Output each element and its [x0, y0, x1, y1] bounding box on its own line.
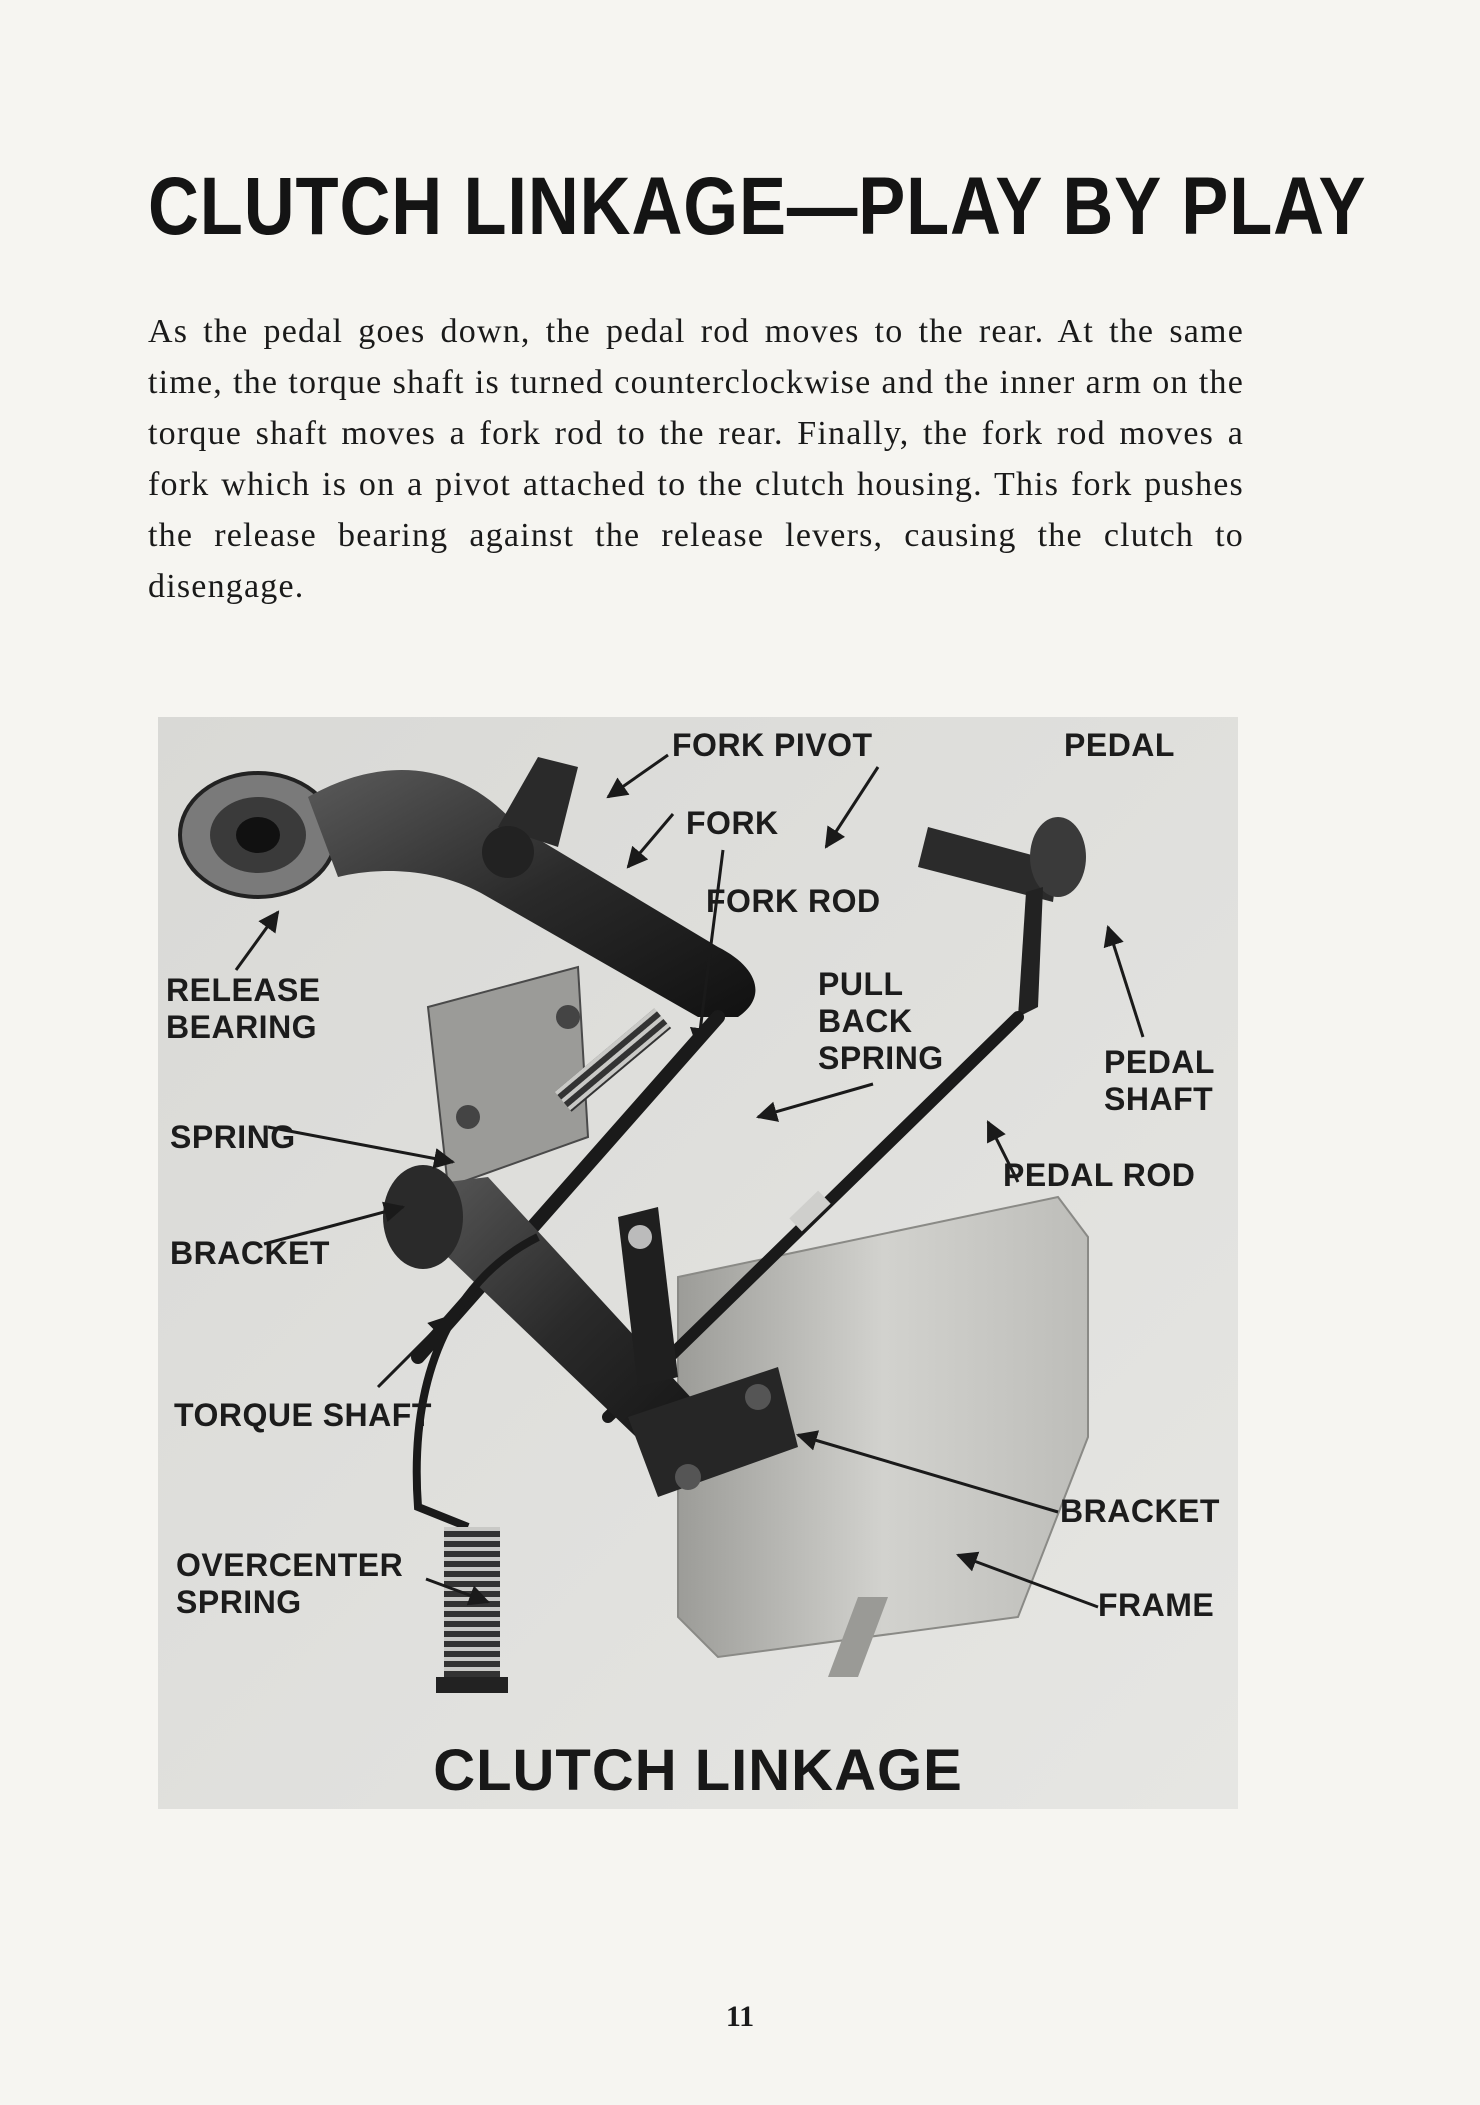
label-torque-shaft: TORQUE SHAFT	[174, 1397, 432, 1433]
overcenter-spring	[444, 1527, 500, 1687]
label-frame: FRAME	[1098, 1587, 1215, 1623]
label-bracket-left: BRACKET	[170, 1235, 330, 1271]
label-pedal: PEDAL	[1064, 727, 1175, 763]
bracket-bolt	[745, 1384, 771, 1410]
label-pedal-shaft: PEDAL SHAFT	[1104, 1044, 1215, 1117]
label-overcenter-spring: OVERCENTER SPRING	[176, 1547, 404, 1620]
body-paragraph: As the pedal goes down, the pedal rod moves to the rear. At the same time, the torque shaft is turned counterclockwise and the inner arm on the torque shaft moves a fork rod to the rear. Finally, the fork rod moves a fork which is on a pivot attached to the clutch housing. This fork pushes the release bearing against the release levers, causing the clutch to disengage.	[148, 313, 1244, 605]
label-bracket-right: BRACKET	[1060, 1493, 1220, 1529]
label-pedal-rod: PEDAL ROD	[1003, 1157, 1196, 1193]
plate-bolt	[556, 1005, 580, 1029]
torque-shaft-end	[383, 1165, 463, 1269]
label-release-bearing: RELEASE BEARING	[166, 972, 321, 1045]
label-fork-pivot: FORK PIVOT	[672, 727, 873, 763]
overcenter-spring-base	[436, 1677, 508, 1693]
fork-pivot-ball	[482, 826, 534, 878]
plate-bolt	[456, 1105, 480, 1129]
figure-caption: CLUTCH LINKAGE	[433, 1738, 963, 1803]
arm-pin	[628, 1225, 652, 1249]
label-pull-back-spring: PULL BACK SPRING	[818, 966, 944, 1076]
clutch-linkage-illustration	[158, 717, 1238, 1809]
bracket-bolt	[675, 1464, 701, 1490]
label-spring: SPRING	[170, 1119, 296, 1155]
page-title: CLUTCH LINKAGE—PLAY BY PLAY	[148, 161, 1367, 252]
page-number: 11	[725, 2000, 755, 2033]
release-bearing-center	[236, 817, 280, 853]
label-fork: FORK	[686, 805, 779, 841]
label-fork-rod: FORK ROD	[706, 883, 881, 919]
pedal-shaft-boss	[1030, 817, 1086, 897]
